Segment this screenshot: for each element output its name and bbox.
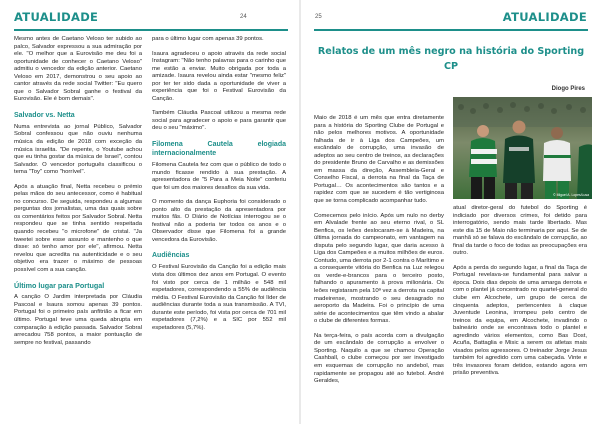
left-page-column-2 (152, 36, 286, 339)
photo-caption: © Miguel A. Lopes/Lusa (553, 193, 589, 197)
article-photo (453, 97, 592, 199)
page-number: 25 (315, 14, 322, 20)
paragraph: Após a perda do segundo lugar, a final da Taça de Portugal revelava-se fundamental para salvar a época. Dois dias depois de uma amarga derrota e com o plantel já concentrado no quartel-general do clube em Alcochete, um grupo de cerca de cinquenta adeptos, pertencentes à claque Juventude Leonina, irrompeu pelo centro de treinos da equipa, em Alcochete, invadindo o balneário onde se encontrava todo o plantel e agredindo vários elementos, como Bas Dost, Acuña, Battaglia e Misic a serem os atletas mais visados pelos agressores. O treinador Jorge Jesus também foi agredido com uma cabeçada. Vinte e três invasores foram detidos, estando agora em prisão preventiva. (453, 264, 587, 377)
header-divider (14, 29, 288, 31)
article-title: Relatos de um mês negro na história do Sporting CP (317, 46, 585, 72)
paragraph: Comecemos pelo início. Após um nulo no derby em Alvalade frente ao seu eterno rival, o SL Benfica, os leões deslocaram-se à Madeira, na última jornada do campeonato, em vantagem na disputa pelo segundo lugar, que daria acesso à Liga dos Campeões e a muitos milhões de euros. Contudo, uma derrota por 2-1 contra o Marítimo e a consequente vitória do Benfica na Luz relegou os verde-e-brancos para o terceiro posto, falhando o apuramento à prova milionária. Os leões registaram pela 10ª vez a derrota na capital madeirense, mostrando o seu desagrado no aeroporto da Madeira. Foi o princípio de uma série de acontecimentos que têm vindo a abalar o clube de diferentes formas. (314, 212, 444, 325)
paragraph: O momento da dança Euphoria foi considerado o ponto alto da prestação da apresentadora por muitos fãs. O Diário de Notícias interrogou se o festival não a poderia ter todos os anos e o Observador disse que Filomena foi a grande vencedora da Eurovisão. (152, 199, 286, 243)
article-author: Diogo Pires (551, 86, 585, 92)
right-page-column-1 (314, 115, 444, 393)
right-page-column-2 (453, 205, 587, 385)
paragraph: A canção O Jardim interpretada por Cláudia Pascoal e Isaura somou apenas 39 pontos. Portugal foi o primeiro país anfitrião a ficar em último. Portugal teve uma queda abrupta em comparação à edição passada. Salvador Sobral arrecadou 758 pontos, a maior pontuação de sempre no festival, passando (14, 294, 142, 346)
page-number: 24 (240, 14, 247, 20)
paragraph: Na terça-feira, o país acorda com a divulgação de um escândalo de corrupção a envolver o Sporting. Naquilo a que se chamou Operação Cashball, o clube começou por ser investigado em esquemas de corrupção no andebol, mas rapidamente se propagou até ao futebol. André Geraldes, (314, 332, 444, 385)
paragraph: Maio de 2018 é um mês que entra diretamente para a história do Sporting Clube de Portugal e não pelos melhores motivos. A oportunidade falhada de ir à Liga dos Campeões, um escândalo de corrupção, uma invasão de adeptos ao seu centro de treinos, as declarações do presidente Bruno de Carvalho e as demissões em massa da direção, Assembleia-Geral e Conselho Fiscal, a derrota na final da Taça de Portugal… Os acontecimentos são tantos e a rapidez com que se sucedem é tão vertiginosa que se torna complicado acompanhar tudo. (314, 115, 444, 205)
subheading: Audiências (152, 252, 190, 260)
paragraph: Mesmo antes de Caetano Veloso ter subido ao palco, Salvador expressou a sua admiração por ele. "O melhor que a Eurovisão me deu foi a oportunidade de conhecer o Caetano Veloso" admitiu o vencedor da edição anterior. Caetano Veloso em 2017, demonstrou o seu apoio ao cantor através da rede social Twitter: "Eu quero que o Salvador Sobral ganhe o festival da Eurovisão. Ele é bom demais". (14, 36, 142, 103)
section-title: ATUALIDADE (14, 10, 99, 24)
right-page (301, 0, 600, 424)
paragraph: Isaura agradeceu o apoio através da rede social Instagram: "Não tenho palavras para o carinho que me estão a enviar. Muito obrigada por toda a amizade. Isaura revelou ainda estar "mesmo feliz" por ter ter sido dada a oportunidade de viver a experiência que foi o Festival Eurovisão da Canção. (152, 50, 286, 102)
football-players-photo (453, 97, 592, 199)
paragraph: Filomena Cautela fez com que o público de todo o mundo ficasse rendido à sua prestação. A apresentadora de "5 Para a Meia Noite" conferiu que foi um dos maiores desafios da sua vida. (152, 162, 286, 191)
paragraph: O Festival Eurovisão da Canção foi a edição mais vista dos últimos dez anos em Portugal. O evento foi visto por cerca de 1 milhão e 548 mil espetadores, correspondendo a 55% de audiência média. O Festival Eurovisão da Canção foi líder de audiências durante toda a sua transmissão. A TVI, durante este período, foi vista por cerca de 701 mil espetadores (7,2%) e a SIC por 552 mil espetadores (5,7%). (152, 264, 286, 331)
section-title: ATUALIDADE (502, 10, 587, 24)
left-page-header (0, 10, 299, 26)
paragraph: Após a atuação final, Netta recebeu o prémio pelas mãos do seu antecessor, como é habitual no concurso. De seguida, respondeu a algumas perguntas dos jornalistas, uma das quais sobre os comentários feitos por Salvador Sobral. Netta respondeu que se tinha sentido respeitada quando recebeu "o microfone" de cristal. "Ja tweetei sobre esse assunto e mantenho o que disse: só tenho amor por ele", afirmou. Netta revelou que acredita na autenticidade e o seu objetivo era trazer o máximo de pessoas possível com a sua canção. (14, 183, 142, 273)
left-page (0, 0, 299, 424)
left-page-column-1 (14, 36, 142, 354)
paragraph: para o último lugar com apenas 39 pontos. (152, 36, 264, 42)
subheading: Último lugar para Portugal (14, 281, 105, 291)
paragraph: atual diretor-geral do futebol do Sporting é indiciado por diversos crimes, foi detido para interrogatório, sendo mais tarde libertado. Mas este dia 15 de Maio não terminaria por aqui. Se de manhã só se falava do escândalo de corrupção, ao final da tarde o foco de todas as preocupações era outro. (453, 205, 587, 257)
paragraph: Numa entrevista ao jornal Público, Salvador Sobral confessou que não ouviu nenhuma música da edição de 2018 com exceção da música israelita. "De repente, o Youtube achou que eu tinha gostar da música de Israel", contou Salvador. O vencedor português classificou o tema "Toy" como "horrível". (14, 123, 142, 176)
right-page-header (301, 10, 600, 26)
subheading: Filomena Cautela elogiada internacionalmente (152, 141, 286, 158)
header-divider (314, 29, 588, 31)
paragraph: Também Cláudia Pascoal utilizou a mesma rede social para agradecer o apoio e para garantir que deu o seu "máximo". (152, 110, 286, 132)
subheading: Salvador vs. Netta (14, 111, 75, 119)
